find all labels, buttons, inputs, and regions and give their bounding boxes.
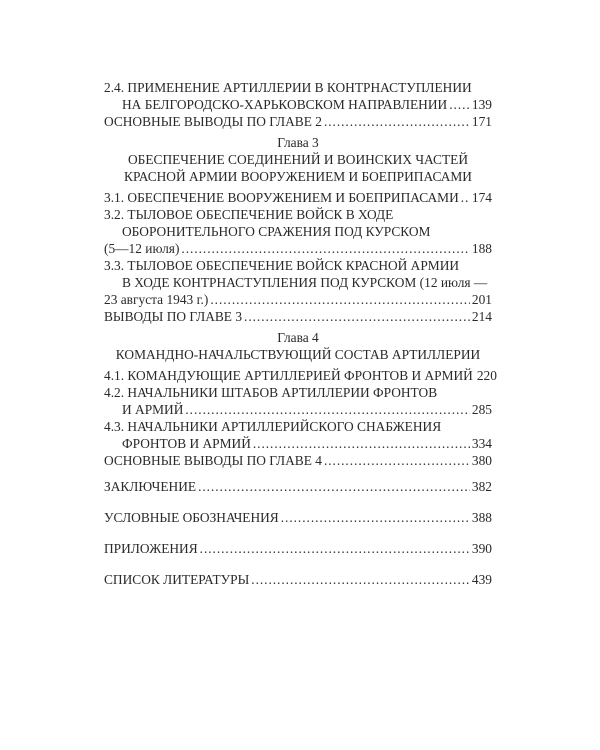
page-number: 220 — [476, 368, 497, 383]
chapter-3-title-line2: КРАСНОЙ АРМИИ ВООРУЖЕНИЕМ И БОЕПРИПАСАМИ — [124, 169, 472, 184]
chapter-4-label: Глава 4 — [277, 330, 319, 345]
toc-entry-text: 4.1. КОМАНДУЮЩИЕ АРТИЛЛЕРИЕЙ ФРОНТОВ И АРМИЙ — [104, 368, 473, 383]
toc-entry-conclusion — [104, 478, 492, 495]
toc-entry-3-2-line2 — [104, 223, 492, 240]
dot-leader — [461, 189, 470, 206]
dot-leader — [200, 540, 470, 557]
toc-entry-3-2 — [104, 240, 492, 257]
toc-entry-3-3 — [104, 291, 492, 308]
toc-entry-literature — [104, 571, 492, 588]
toc-entry-text: 23 августа 1943 г.) — [104, 292, 209, 307]
toc-entry-4-2 — [104, 401, 492, 418]
dot-leader — [198, 478, 470, 495]
table-of-contents — [104, 79, 497, 588]
toc-entry-ch2-conclusions — [104, 113, 492, 130]
page-number: 285 — [471, 402, 492, 417]
toc-entry-text: 2.4. ПРИМЕНЕНИЕ АРТИЛЛЕРИИ В КОНТРНАСТУПЛЕНИИ — [104, 80, 472, 95]
page-number: 201 — [471, 292, 492, 307]
toc-entry-ch4-conclusions — [104, 452, 492, 469]
page-number: 139 — [471, 97, 492, 112]
chapter-3-label: Глава 3 — [277, 135, 319, 150]
dot-leader — [244, 308, 470, 325]
toc-entry-4-3-line1 — [104, 418, 492, 435]
page-number: 171 — [471, 114, 492, 129]
page-number: 382 — [471, 479, 492, 494]
toc-entry-text: В ХОДЕ КОНТРНАСТУПЛЕНИЯ ПОД КУРСКОМ (12 июля — — [122, 275, 488, 290]
page-number: 388 — [471, 510, 492, 525]
page-number: 439 — [471, 572, 492, 587]
toc-entry-text: ФРОНТОВ И АРМИЙ — [122, 436, 251, 451]
toc-entry-text: 4.3. НАЧАЛЬНИКИ АРТИЛЛЕРИЙСКОГО СНАБЖЕНИЯ — [104, 419, 442, 434]
toc-entry-appendices — [104, 540, 492, 557]
dot-leader — [449, 96, 470, 113]
page-number: 334 — [471, 436, 492, 451]
toc-entry-4-1 — [104, 367, 497, 384]
dot-leader — [181, 240, 469, 257]
dot-leader — [324, 113, 470, 130]
dot-leader — [210, 291, 470, 308]
toc-entry-4-3 — [104, 435, 492, 452]
toc-entry-3-3-line2 — [104, 274, 492, 291]
toc-entry-text: ОСНОВНЫЕ ВЫВОДЫ ПО ГЛАВЕ 4 — [104, 453, 322, 468]
dot-leader — [251, 571, 470, 588]
page-number: 380 — [471, 453, 492, 468]
toc-entry-text: 4.2. НАЧАЛЬНИКИ ШТАБОВ АРТИЛЛЕРИИ ФРОНТОВ — [104, 385, 438, 400]
toc-entry-text: И АРМИЙ — [122, 402, 184, 417]
toc-entry-text: ОСНОВНЫЕ ВЫВОДЫ ПО ГЛАВЕ 2 — [104, 114, 322, 129]
toc-entry-ch3-conclusions — [104, 308, 492, 325]
toc-entry-3-1 — [104, 189, 492, 206]
page-number: 174 — [471, 190, 492, 205]
toc-entry-4-2-line1 — [104, 384, 492, 401]
toc-entry-text: СПИСОК ЛИТЕРАТУРЫ — [104, 572, 250, 587]
toc-entry-text: ОБОРОНИТЕЛЬНОГО СРАЖЕНИЯ ПОД КУРСКОМ — [122, 224, 431, 239]
toc-entry-text: УСЛОВНЫЕ ОБОЗНАЧЕНИЯ — [104, 510, 279, 525]
toc-entry-text: ЗАКЛЮЧЕНИЕ — [104, 479, 197, 494]
toc-entry-abbreviations — [104, 509, 492, 526]
page-number: 214 — [471, 309, 492, 324]
toc-entry-text: ПРИЛОЖЕНИЯ — [104, 541, 198, 556]
toc-entry-text: 3.1. ОБЕСПЕЧЕНИЕ ВООРУЖЕНИЕМ И БОЕПРИПАСАМИ — [104, 190, 459, 205]
toc-entry-2-4-line1 — [104, 79, 492, 96]
chapter-4-title: КОМАНДНО-НАЧАЛЬСТВУЮЩИЙ СОСТАВ АРТИЛЛЕРИИ — [115, 347, 481, 362]
toc-entry-2-4 — [104, 96, 492, 113]
dot-leader — [253, 435, 470, 452]
toc-entry-text: (5—12 июля) — [104, 241, 180, 256]
toc-entry-text: 3.2. ТЫЛОВОЕ ОБЕСПЕЧЕНИЕ ВОЙСК В ХОДЕ — [104, 207, 394, 222]
toc-entry-text: НА БЕЛГОРОДСКО-ХАРЬКОВСКОМ НАПРАВЛЕНИИ — [122, 97, 448, 112]
toc-entry-text: ВЫВОДЫ ПО ГЛАВЕ 3 — [104, 309, 243, 324]
dot-leader — [324, 452, 470, 469]
toc-entry-3-2-line1 — [104, 206, 492, 223]
dot-leader — [281, 509, 470, 526]
toc-entry-text: 3.3. ТЫЛОВОЕ ОБЕСПЕЧЕНИЕ ВОЙСК КРАСНОЙ АРМИИ — [104, 258, 460, 273]
chapter-3-title-line1: ОБЕСПЕЧЕНИЕ СОЕДИНЕНИЙ И ВОИНСКИХ ЧАСТЕЙ — [127, 152, 469, 167]
toc-entry-3-3-line1 — [104, 257, 492, 274]
dot-leader — [185, 401, 470, 418]
page-number: 390 — [471, 541, 492, 556]
page-number: 188 — [471, 241, 492, 256]
